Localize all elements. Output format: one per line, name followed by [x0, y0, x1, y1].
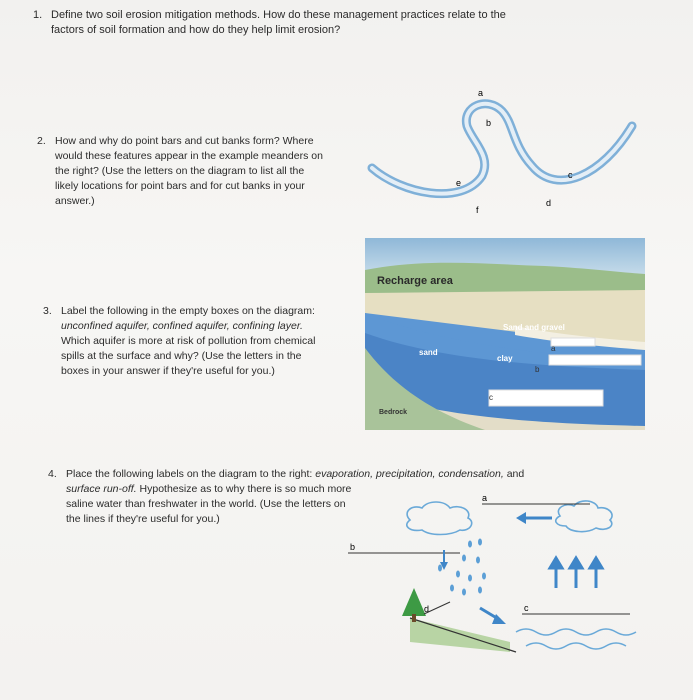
meander-label-f: f: [476, 205, 479, 215]
question-text-line: surface run-off. Hypothesize as to why there is so much more: [66, 483, 352, 495]
question-text-line: Which aquifer is more at risk of pollution from chemical: [61, 335, 316, 347]
aquifer-diagram: [365, 238, 645, 430]
sand-gravel-label: Sand and gravel: [503, 323, 565, 332]
line-label-a: a: [482, 493, 488, 503]
runoff-arrow-icon: [480, 608, 506, 624]
question-text-line: would these features appear in the example meanders on: [55, 150, 323, 162]
question-text-line: factors of soil formation and how do they help limit erosion?: [51, 24, 341, 36]
line-label-c: c: [524, 603, 529, 613]
bedrock-label: Bedrock: [379, 409, 408, 416]
question-text-line: Label the following in the empty boxes on the diagram:: [61, 305, 315, 317]
meander-label-b: b: [486, 118, 492, 128]
box-label-c: c: [489, 393, 493, 402]
left-arrow-icon: [516, 512, 552, 524]
tree-icon: [402, 588, 426, 622]
meander-label-c: c: [568, 170, 573, 180]
cloud-icon: [556, 501, 612, 532]
answer-box-b: [549, 355, 641, 365]
sand-label: sand: [419, 348, 438, 357]
question-3: [43, 304, 361, 379]
line-label-b: b: [350, 542, 356, 552]
recharge-label: Recharge area: [377, 275, 453, 287]
question-text-line: spills at the surface and why? (Use the letters in the: [61, 350, 302, 362]
question-text-line: the lines if they're useful for you.): [66, 513, 220, 525]
up-arrows-icon: [550, 558, 602, 588]
ocean-waves: [516, 629, 636, 649]
question-text-line: saline water than freshwater in the world. (Use the letters on: [66, 498, 346, 510]
answer-box-c: [489, 390, 603, 406]
question-number: 1.: [33, 9, 43, 21]
question-1: [33, 8, 611, 38]
question-2: [37, 134, 365, 209]
question-text-line: likely locations for point bars and for cut banks in your: [55, 180, 305, 192]
meander-label-d: d: [546, 198, 552, 208]
question-text-line: How and why do point bars and cut banks form? Where: [55, 135, 314, 147]
river-channel: [372, 104, 632, 194]
italic-terms: unconfined aquifer, confined aquifer, confining layer.: [61, 320, 303, 332]
meander-label-a: a: [478, 88, 484, 98]
line-label-d: d: [424, 604, 430, 614]
box-label-a: a: [551, 344, 556, 353]
answer-box-a: [551, 338, 595, 346]
water-cycle-diagram: [340, 492, 640, 662]
question-number: 2.: [37, 135, 46, 147]
question-number: 3.: [43, 305, 52, 317]
cloud-icon: [407, 502, 472, 535]
question-text-line: Place the following labels on the diagram to the right: evaporation, precipitation, condensation, and: [66, 468, 525, 480]
box-label-b: b: [535, 365, 540, 374]
meander-label-e: e: [456, 178, 462, 188]
question-text-line: answer.): [55, 195, 95, 207]
meander-diagram: [362, 86, 652, 226]
question-text-line: Define two soil erosion mitigation methods. How do these management practices relate to the: [51, 9, 506, 21]
clay-label: clay: [497, 354, 513, 363]
question-number: 4.: [48, 468, 57, 480]
question-text-line: [61, 319, 361, 334]
question-text-line: the right? (Use the letters on the diagram to list all the: [55, 165, 305, 177]
question-text-line: boxes in your answer if they're useful for you.): [61, 365, 275, 377]
